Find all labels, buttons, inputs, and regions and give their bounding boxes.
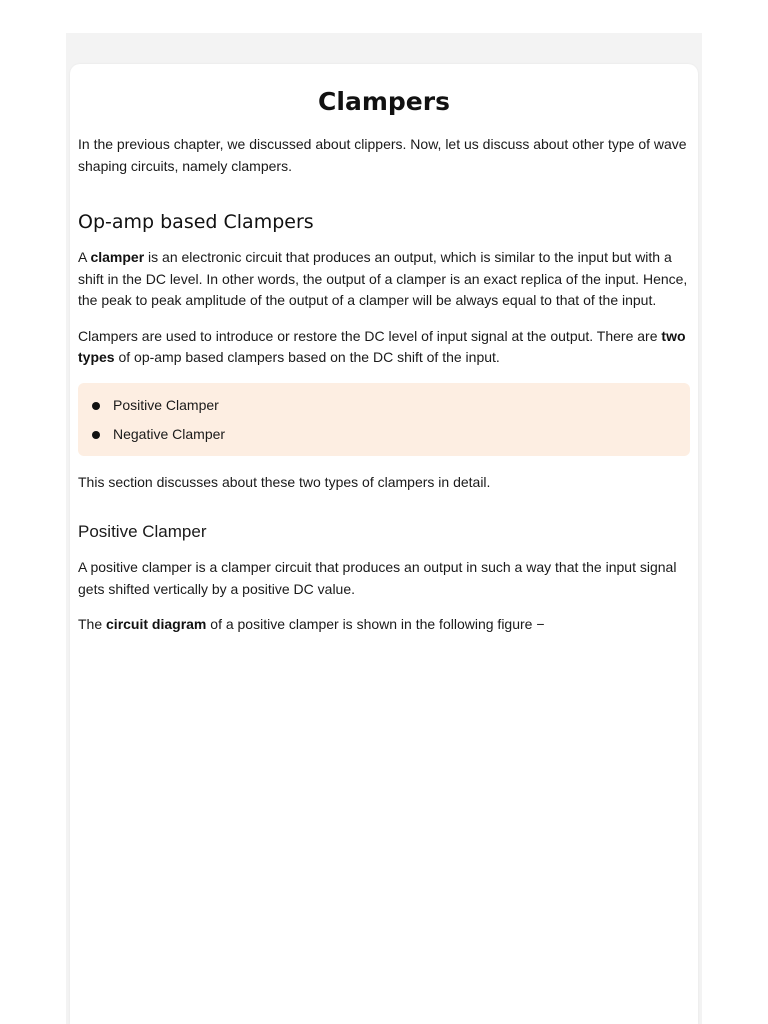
- list-item-label: Positive Clamper: [113, 396, 219, 413]
- section-heading-positive-clamper: Positive Clamper: [78, 522, 207, 541]
- page-title: Clampers: [318, 87, 450, 116]
- text-run: is an electronic circuit that produces an output, which is similar to the input but with a shift in the DC level. In other words, the output of a clamper is an exact replica of the input. Hence, the peak to peak amplitude of the output of a clamper will be always equal to that of the input.: [78, 249, 688, 308]
- text-run: Clampers are used to introduce or restore the DC level of input signal at the output. There are: [78, 327, 662, 344]
- bold-term-two-types: two types: [78, 327, 686, 365]
- section-summary-paragraph: This section discusses about these two types of clampers in detail.: [78, 473, 491, 490]
- text-run: of a positive clamper is shown in the following figure −: [206, 616, 545, 632]
- text-run: of op-amp based clampers based on the DC shift of the input.: [114, 349, 500, 365]
- article-content: [78, 84, 690, 650]
- clamper-types-callout: [78, 383, 690, 456]
- circuit-diagram-paragraph: [78, 614, 690, 636]
- list-item: [92, 395, 676, 416]
- bullet-icon: [92, 402, 100, 410]
- bold-term-clamper: clamper: [90, 249, 145, 265]
- list-item-label: Negative Clamper: [113, 425, 226, 442]
- clamper-types-list: [92, 395, 676, 445]
- section-heading-opamp-clampers: Op-amp based Clampers: [78, 211, 314, 233]
- positive-clamper-paragraph: A positive clamper is a clamper circuit that produces an output in such a way that the input signal gets shifted vertically by a positive DC value.: [78, 559, 677, 597]
- intro-paragraph: In the previous chapter, we discussed about clippers. Now, let us discuss about other type of wave shaping circuits, namely clampers.: [78, 136, 687, 174]
- list-item: [92, 424, 676, 445]
- clamper-definition-paragraph: [78, 247, 690, 312]
- text-run: A: [78, 249, 91, 265]
- bullet-icon: [92, 431, 100, 439]
- text-run: The: [78, 616, 107, 632]
- clamper-types-paragraph: [78, 326, 690, 369]
- bold-term-circuit-diagram: circuit diagram: [106, 616, 207, 632]
